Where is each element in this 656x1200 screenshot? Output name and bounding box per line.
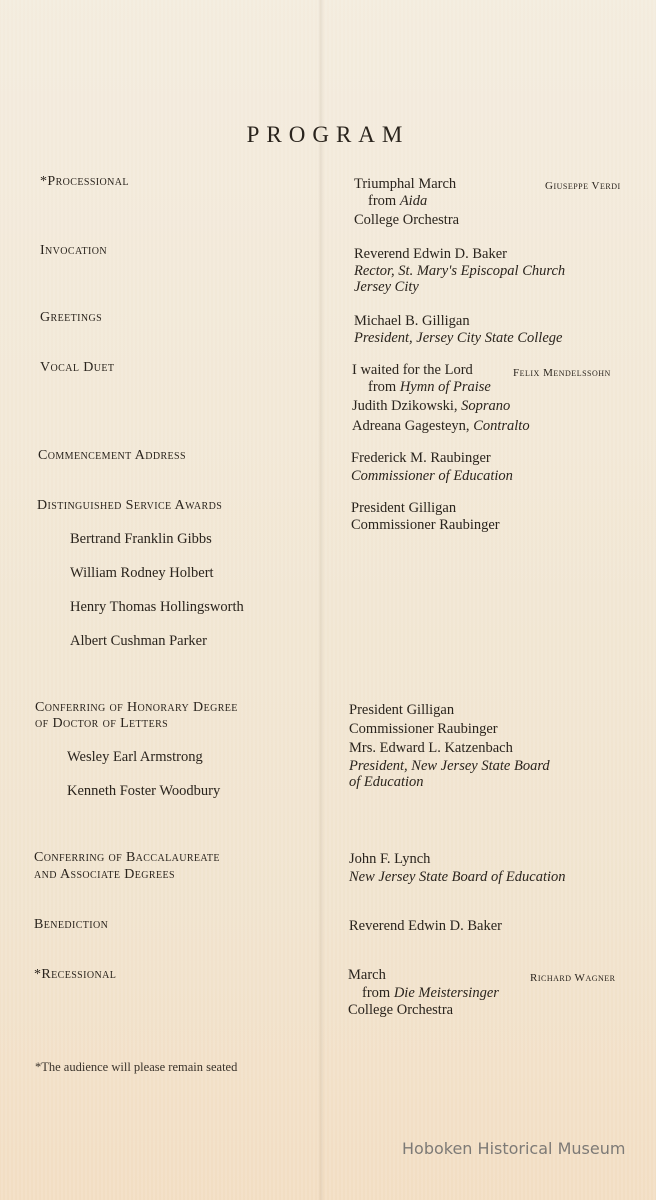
invocation-title-1: Rector, St. Mary's Episcopal Church [354, 263, 566, 279]
service-award-recipient: Albert Cushman Parker [70, 633, 207, 649]
recessional-piece: March [348, 967, 386, 983]
commencement-name: Frederick M. Raubinger [351, 450, 491, 466]
invocation-title-2: Jersey City [354, 279, 419, 295]
invocation-label: Invocation [40, 243, 107, 258]
processional-label: *Processional [40, 174, 129, 189]
vocal-duet-work: Hymn of Praise [399, 379, 491, 395]
baccalaureate-title: New Jersey State Board of Education [349, 869, 566, 885]
honorary-recipient: Kenneth Foster Woodbury [67, 783, 221, 799]
vocal-duet-from: from Hymn of Praise [368, 379, 491, 395]
greetings-name: Michael B. Gilligan [354, 313, 470, 329]
footnote: *The audience will please remain seated [35, 1060, 238, 1074]
honorary-presenter-1: President Gilligan [349, 702, 455, 718]
vocal-duet-piece: I waited for the Lord [352, 362, 473, 378]
baccalaureate-label-1: Conferring of Baccalaureate [34, 850, 220, 865]
benediction-name: Reverend Edwin D. Baker [349, 918, 503, 934]
recessional-composer: Richard Wagner [530, 972, 616, 984]
service-awards-presenter-1: President Gilligan [351, 500, 457, 516]
vocal-duet-label: Vocal Duet [40, 360, 115, 375]
invocation-name: Reverend Edwin D. Baker [354, 246, 508, 262]
honorary-presenter-2: Commissioner Raubinger [349, 721, 498, 737]
honorary-label-2: of Doctor of Letters [35, 716, 169, 731]
service-award-recipient: Bertrand Franklin Gibbs [70, 531, 212, 547]
honorary-presenter-3-title-1: President, New Jersey State Board [349, 758, 550, 774]
processional-performer: College Orchestra [354, 212, 460, 228]
recessional-performer: College Orchestra [348, 1002, 454, 1018]
service-award-recipient: Henry Thomas Hollingsworth [70, 599, 244, 615]
baccalaureate-label-2: and Associate Degrees [34, 867, 175, 882]
baccalaureate-name: John F. Lynch [349, 851, 431, 867]
processional-piece: Triumphal March [354, 176, 457, 192]
processional-from: from Aida [368, 193, 428, 209]
processional-composer: Giuseppe Verdi [545, 180, 621, 192]
service-awards-label: Distinguished Service Awards [37, 498, 223, 513]
commencement-title: Commissioner of Education [351, 468, 513, 484]
service-awards-presenter-2: Commissioner Raubinger [351, 517, 500, 533]
service-award-recipient: William Rodney Holbert [70, 565, 214, 581]
vocal-duet-singer-1: Judith Dzikowski, Soprano [352, 398, 511, 414]
museum-watermark: Hoboken Historical Museum [402, 1139, 626, 1158]
honorary-presenter-3: Mrs. Edward L. Katzenbach [349, 740, 513, 756]
processional-work: Aida [399, 193, 428, 209]
honorary-label-1: Conferring of Honorary Degree [35, 700, 238, 715]
greetings-title: President, Jersey City State College [354, 330, 563, 346]
honorary-presenter-3-title-2: of Education [349, 774, 424, 790]
honorary-recipient: Wesley Earl Armstrong [67, 749, 203, 765]
greetings-label: Greetings [40, 310, 103, 325]
commencement-label: Commencement Address [38, 448, 186, 463]
recessional-work: Die Meistersinger [393, 985, 499, 1001]
recessional-label: *Recessional [34, 967, 117, 982]
recessional-from: from Die Meistersinger [362, 985, 499, 1001]
page-title: PROGRAM [246, 122, 410, 147]
vocal-duet-composer: Felix Mendelssohn [513, 367, 611, 379]
vocal-duet-singer-2: Adreana Gagesteyn, Contralto [352, 418, 530, 434]
benediction-label: Benediction [34, 917, 109, 932]
